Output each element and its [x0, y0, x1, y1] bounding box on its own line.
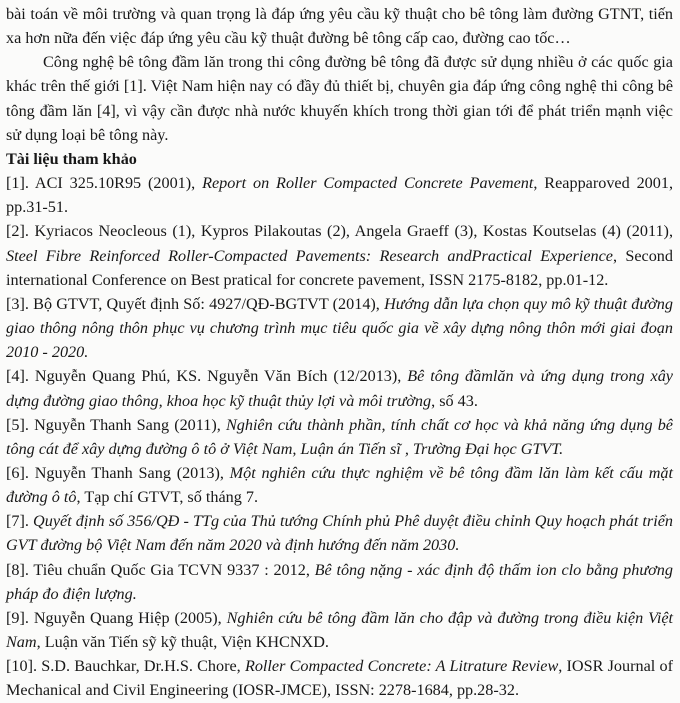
references-heading: Tài liệu tham khảo [6, 149, 137, 168]
reference-item-9 [6, 606, 673, 654]
reference-text: [8]. Tiêu chuẩn Quốc Gia TCVN 9337 : 2012, [6, 560, 315, 579]
reference-title: Nghiên cứu thành phần, tính chất cơ học và khả năng ứng dụng bê tông cát để xây dựng đường ô tô ở Việt Nam, Luận án Tiến sĩ , Trường Đại học GTVT. [6, 415, 673, 458]
reference-text: [4]. Nguyễn Quang Phú, KS. Nguyễn Văn Bích (12/2013), [6, 367, 408, 386]
reference-item-1 [6, 171, 673, 219]
reference-title: Roller Compacted Concrete: A Litrature Review [244, 657, 559, 676]
reference-item-4 [6, 364, 673, 412]
reference-item-3 [6, 292, 673, 364]
reference-title: Một nghiên cứu thực nghiệm về bê tông đầm lăn làm kết cấu mặt đường ô tô [6, 463, 673, 507]
reference-text: [6]. Nguyễn Thanh Sang (2013), [6, 463, 230, 482]
reference-item-5 [6, 413, 673, 461]
reference-title: Bê tông đầmlăn và ứng dụng trong xây dựng đường giao thông, khoa học kỹ thuật thủy lợi và môi trường [6, 367, 673, 410]
body-paragraph-2: Công nghệ bê tông đầm lăn trong thi công đường bê tông đã được sử dụng nhiều ở các quốc gia khác trên thế giới [1]. Việt Nam hiện nay có đầy đủ thiết bị, chuyên gia đáp ứng công nghệ thi công bê tông đầm lăn [4], vì vậy cần được nhà nước khuyến khích trong thời gian tới để phát triển mạnh việc sử dụng loại bê tông này. [6, 53, 673, 144]
reference-item-10 [6, 654, 673, 702]
reference-item-7 [6, 509, 673, 557]
reference-text: , Luận văn Tiến sỹ kỹ thuật, Viện KHCNXD. [36, 633, 329, 652]
reference-text: , số 43. [431, 391, 478, 410]
reference-item-6 [6, 461, 673, 509]
reference-text: , Tạp chí GTVT, số tháng 7. [76, 488, 259, 507]
reference-text: [7]. [6, 512, 34, 531]
reference-text: [9]. Nguyễn Quang Hiệp (2005), [6, 608, 227, 627]
reference-title: Steel Fibre Reinforced Roller-Compacted Pavements: Research andPractical Experience [6, 246, 613, 265]
reference-text: [10]. S.D. Bauchkar, Dr.H.S. Chore, [6, 657, 245, 676]
reference-text: [2]. Kyriacos Neocleous (1), Kypros Pilakoutas (2), Angela Graeff (3), Kostas Koutselas (4) (2011), [6, 222, 673, 241]
reference-title: Hướng dẫn lựa chọn quy mô kỹ thuật đường giao thông nông thôn phục vụ chương trình mục tiêu quốc gia về xây dựng nông thôn mới giai đoạn 2010 - 2020. [6, 294, 673, 362]
reference-title: Bê tông nặng - xác định độ thấm ion clo bằng phương pháp đo điện lượng. [6, 560, 673, 603]
reference-text: [5]. Nguyễn Thanh Sang (2011), [6, 415, 226, 434]
reference-item-2 [6, 219, 673, 291]
reference-text: [1]. ACI 325.10R95 (2001), [6, 174, 203, 193]
reference-text: [3]. Bộ GTVT, Quyết định Số: 4927/QĐ-BGTVT (2014), [6, 294, 385, 313]
reference-title: Report on Roller Compacted Concrete Pavement [202, 174, 534, 193]
reference-text: , Reapparoved 2001, pp.31-51. [6, 174, 673, 217]
reference-item-8 [6, 558, 673, 606]
reference-text: , Second international Conference on Best pratical for concrete pavement, ISSN 2175-8182, pp.01-12. [6, 246, 673, 289]
body-paragraph-1: bài toán về môi trường và quan trọng là đáp ứng yêu cầu kỹ thuật cho bê tông làm đường GTNT, tiến xa hơn nữa đến việc đáp ứng yêu cầu kỹ thuật đường bê tông cấp cao, đường cao tốc… [6, 5, 673, 48]
reference-title: Quyết định số 356/QĐ - TTg của Thủ tướng Chính phủ Phê duyệt điều chỉnh Quy hoạch phát triển GVT đường bộ Việt Nam đến năm 2020 và định hướng đến năm 2030. [6, 512, 674, 555]
reference-text: , IOSR Journal of Mechanical and Civil Engineering (IOSR-JMCE), ISSN: 2278-1684, pp.28-32. [6, 657, 673, 700]
reference-title: Nghiên cứu bê tông đầm lăn cho đập và đường trong điều kiện Việt Nam [6, 608, 673, 652]
references-list [6, 171, 673, 702]
body-text [6, 2, 673, 147]
